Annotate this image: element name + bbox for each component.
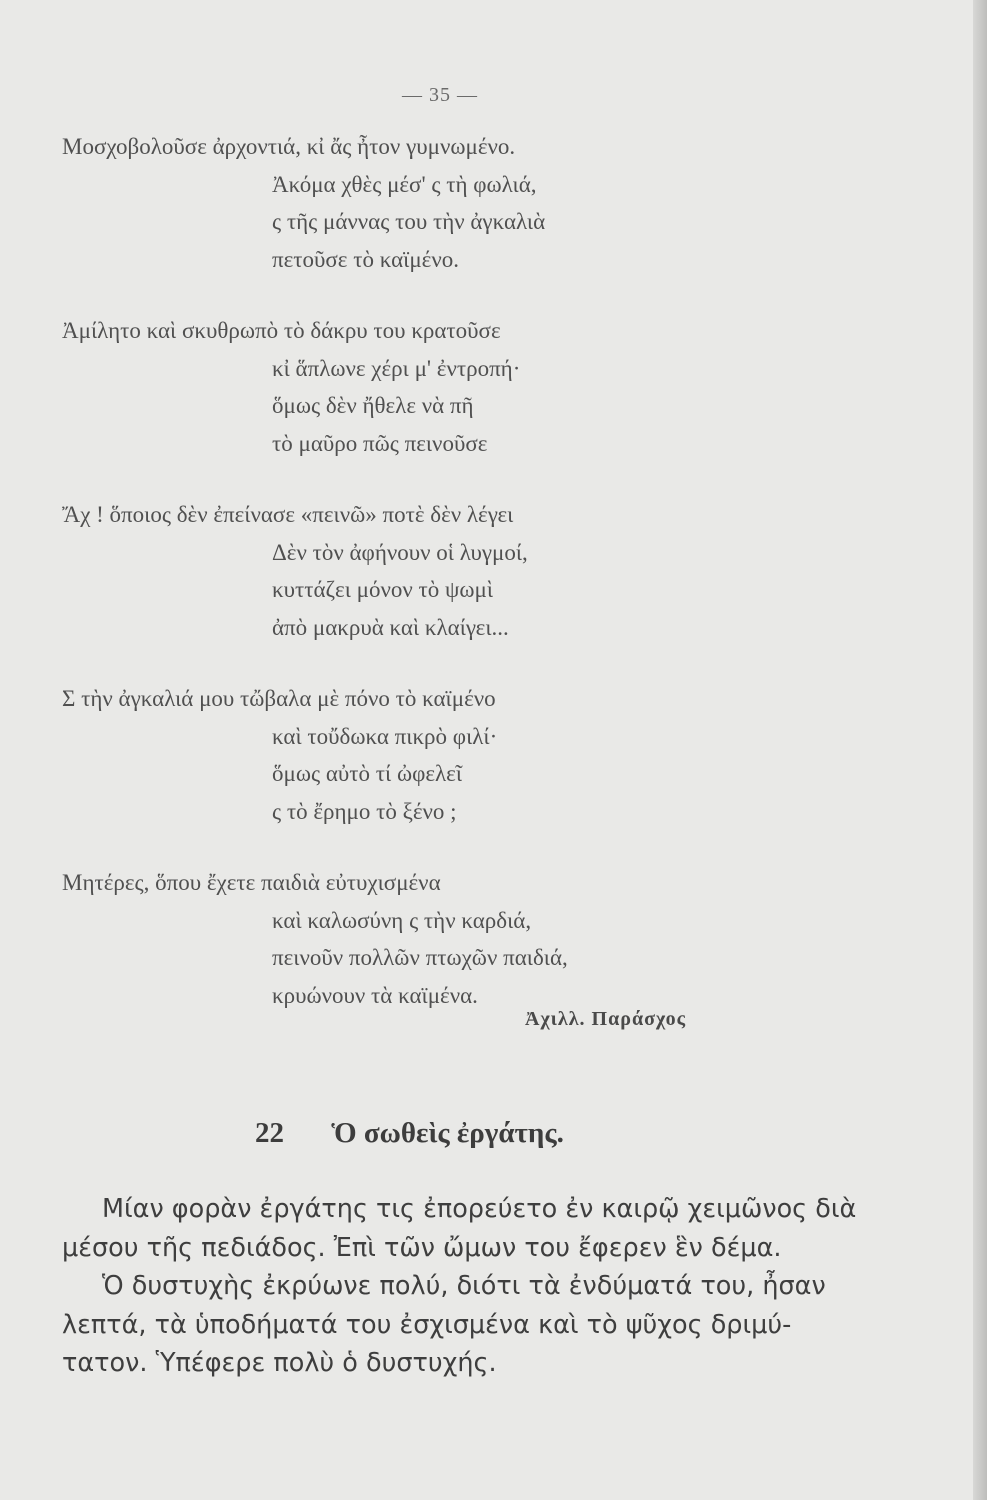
- poem-line: τὸ μαῦρο πῶς πεινοῦσε: [272, 430, 488, 456]
- poem-line: Μοσχοβολοῦσε ἀρχοντιά, κἰ ἄς ἦτον γυμνωμένο.: [62, 134, 516, 159]
- poem-line: Δὲν τὸν ἀφήνουν οἱ λυγμοί,: [272, 539, 528, 565]
- poem-line: Ἄχ ! ὅποιος δὲν ἐπείνασε «πεινῶ» ποτὲ δὲν λέγει: [62, 502, 514, 527]
- prose-line: Μίαν φορὰν ἐργάτης τις ἐπορεύετο ἐν καιρῷ χειμῶνος διὰ: [102, 1194, 857, 1224]
- poem-stanza: [62, 864, 882, 1014]
- prose-line: μέσου τῆς πεδιάδος. Ἐπὶ τῶν ὤμων του ἔφερεν ἓν δέμα.: [62, 1232, 782, 1263]
- poem-line: ἀπὸ μακρυὰ καὶ κλαίγει...: [272, 614, 509, 640]
- prose-line: λεπτά, τὰ ὑποδήματά του ἐσχισμένα καὶ τὸ ψῦχος δριμύ-: [62, 1309, 792, 1340]
- page-number: — 35 —: [402, 84, 478, 106]
- poem-line: Μητέρες, ὅπου ἔχετε παιδιὰ εὐτυχισμένα: [62, 870, 441, 895]
- page-edge: [973, 0, 987, 1500]
- poem-signature: Ἀχιλλ. Παράσχος: [525, 1008, 687, 1030]
- poem-line: ὅμως αὐτὸ τί ὠφελεῖ: [272, 761, 463, 786]
- poem-stanza: [62, 496, 882, 646]
- poem-line: ὅμως δὲν ἤθελε νὰ πῆ: [272, 393, 474, 418]
- poem-stanza: [62, 312, 882, 462]
- poem-line: κἰ ἅπλωνε χέρι μ' ἐντροπή·: [272, 355, 521, 381]
- prose-paragraph: [62, 1190, 857, 1383]
- poem-line: καὶ τοὔδωκα πικρὸ φιλί·: [272, 723, 498, 749]
- section-heading: [255, 1117, 564, 1150]
- poem-line: πεινοῦν πολλῶν πτωχῶν παιδιά,: [272, 945, 568, 970]
- poem: [62, 128, 882, 1048]
- poem-stanza: [62, 128, 882, 278]
- prose-line: τατον. Ὑπέφερε πολὺ ὁ δυστυχής.: [62, 1348, 497, 1378]
- section-title: Ὁ σωθεὶς ἐργάτης.: [331, 1117, 564, 1149]
- poem-line: πετοῦσε τὸ καϊμένο.: [272, 246, 459, 272]
- poem-line: κυττάζει μόνον τὸ ψωμὶ: [272, 577, 494, 602]
- poem-line: κρυώνουν τὰ καϊμένα.: [272, 982, 478, 1008]
- poem-stanza: [62, 680, 882, 830]
- poem-line: Σ τὴν ἀγκαλιά μου τὤβαλα μὲ πόνο τὸ καϊμένο: [62, 686, 496, 711]
- prose-line: Ὁ δυστυχὴς ἐκρύωνε πολύ, διότι τὰ ἐνδύματά του, ἦσαν: [102, 1271, 826, 1301]
- section-number: 22: [255, 1117, 284, 1149]
- poem-line: Ἀμίλητο καὶ σκυθρωπὸ τὸ δάκρυ του κρατοῦσε: [62, 318, 501, 343]
- poem-line: καὶ καλωσύνη ς τὴν καρδιά,: [272, 907, 532, 933]
- poem-line: ς τὸ ἔρημο τὸ ξένο ;: [272, 798, 457, 824]
- poem-line: Ἀκόμα χθὲς μέσ' ς τὴ φωλιά,: [272, 171, 537, 197]
- poem-line: ς τῆς μάννας του τὴν ἀγκαλιὰ: [272, 209, 546, 234]
